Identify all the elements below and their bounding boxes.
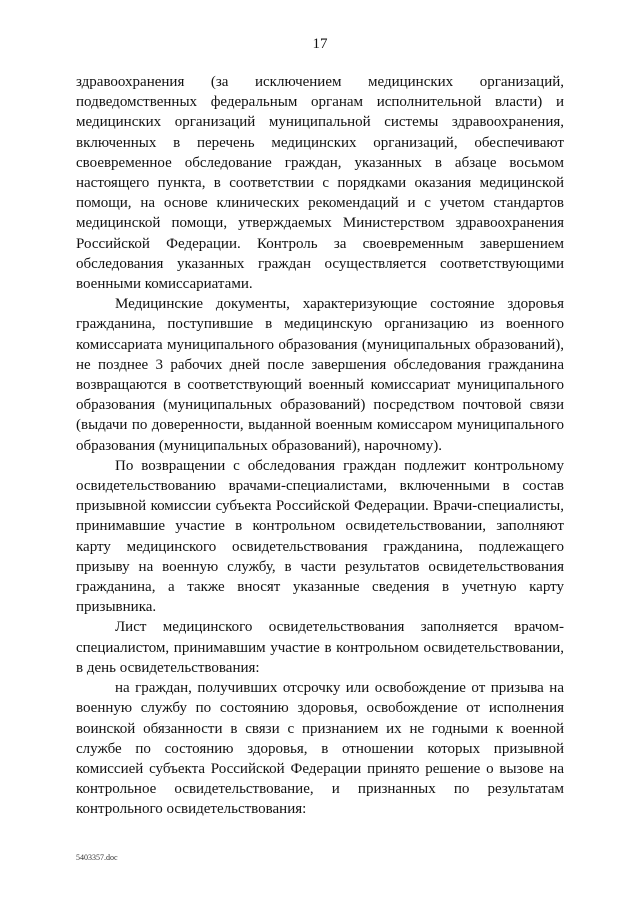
paragraph-control-examination: По возвращении с обследования граждан подлежит контрольному освидетельствованию врачами-специалистами, включенными в состав призывной комиссии субъекта Российской Федерации. Врачи-специалисты, принимавшие участие в контрольном освидетельствовании, заполняют карту медицинского освидетельствования гражданина, подлежащего призыву на военную службу, в части результатов освидетельствования гражданина, а также вносят указанные сведения в учетную карту призывника.	[76, 457, 564, 616]
paragraph-continuation: здравоохранения (за исключением медицинских организаций, подведомственных федеральным органам исполнительной власти) и медицинских организаций муниципальной системы здравоохранения, включенных в перечень медицинских организаций, обеспечивают своевременное обследование граждан, указанных в абзаце восьмом настоящего пункта, в соответствии с порядками оказания медицинской помощи, на основе клинических рекомендаций и с учетом стандартов медицинской помощи, утверждаемых Министерством здравоохранения Российской Федерации. Контроль за своевременным завершением обследования указанных граждан осуществляется соответствующими военными комиссариатами.	[76, 74, 564, 293]
footer-file-code: 5403357.doc	[76, 853, 118, 862]
page-number: 17	[312, 36, 328, 52]
paragraph-deferred-citizens: на граждан, получивших отсрочку или освобождение от призыва на военную службу по состоянию здоровья, освобождение от исполнения воинской обязанности в связи с признанием их не годными к военной службе по состоянию здоровья, в отношении которых призывной комиссией субъекта Российской Федерации принято решение о вызове на контрольное освидетельствование, и признанных по результатам контрольного освидетельствования:	[76, 680, 564, 818]
document-body	[76, 72, 564, 820]
paragraph-examination-sheet: Лист медицинского освидетельствования заполняется врачом-специалистом, принимавшим участие в контрольном освидетельствовании, в день освидетельствования:	[76, 619, 564, 676]
paragraph-medical-documents: Медицинские документы, характеризующие состояние здоровья гражданина, поступившие в медицинскую организацию из военного комиссариата муниципального образования (муниципальных образований), не позднее 3 рабочих дней после завершения обследования гражданина возвращаются в соответствующий военный комиссариат муниципального образования (муниципальных образований) посредством почтовой связи (выдачи по доверенности, выданной военным комиссаром муниципального образования (муниципальных образований), нарочному).	[76, 296, 564, 454]
